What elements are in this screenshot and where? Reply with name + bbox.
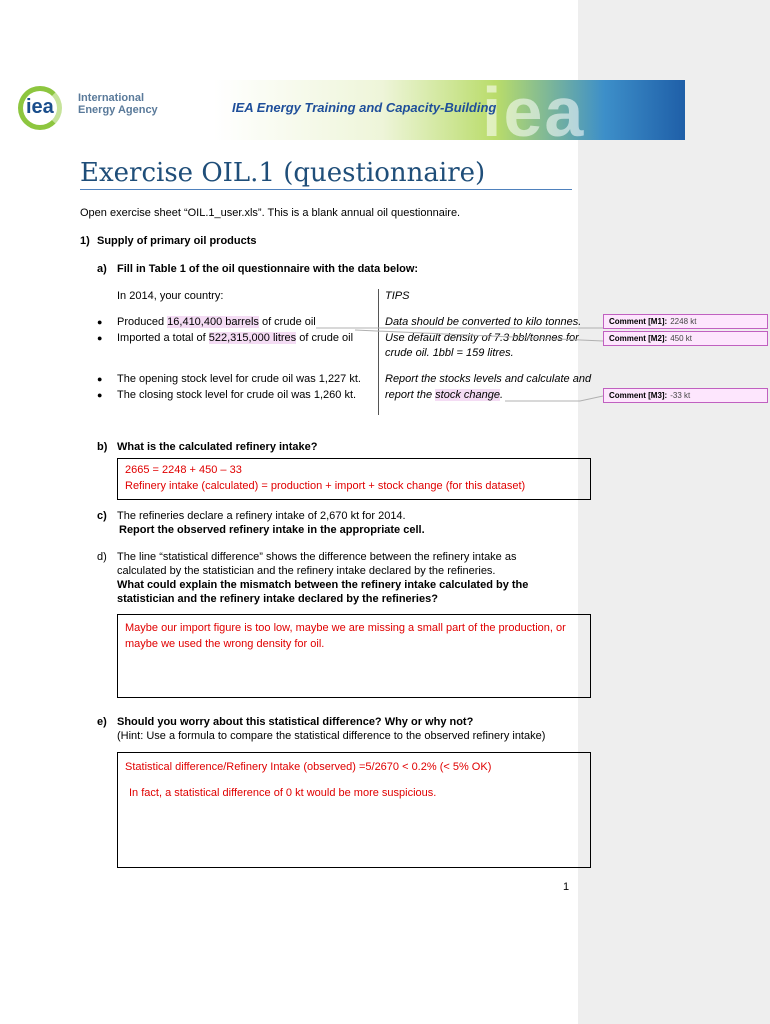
opening-stock-item: The opening stock level for crude oil was 1,227 kt. xyxy=(117,373,361,385)
question-d-letter: d) xyxy=(97,551,107,563)
answer-b-line2: Refinery intake (calculated) = production + import + stock change (for this dataset) xyxy=(125,480,526,492)
comment-m3-tag: Comment [M3]: xyxy=(609,391,668,400)
bullet-icon: ● xyxy=(97,374,103,384)
comment-m1-tag: Comment [M1]: xyxy=(609,317,668,326)
question-b-label: What is the calculated refinery intake? xyxy=(117,441,318,453)
question-d-line3: What could explain the mismatch between the refinery intake calculated by the xyxy=(117,579,529,591)
tip-stocks-prefix: report the xyxy=(385,389,436,401)
question-d-line1: The line “statistical difference” shows the difference between the refinery intake as xyxy=(117,551,517,563)
produced-prefix: Produced xyxy=(117,316,168,328)
bullet-icon: ● xyxy=(97,333,103,343)
page-title: Exercise OIL.1 (questionnaire) xyxy=(80,158,486,188)
closing-stock-item: The closing stock level for crude oil was 1,260 kt. xyxy=(117,389,357,401)
question-b-letter: b) xyxy=(97,441,108,453)
answer-e-line2: In fact, a statistical difference of 0 kt would be more suspicious. xyxy=(129,787,437,799)
comment-m2[interactable] xyxy=(603,331,768,346)
question-d-line4: statistician and the refinery intake declared by the refineries? xyxy=(117,593,438,605)
comment-m3[interactable] xyxy=(603,388,768,403)
question-d-line2: calculated by the statistician and the refinery intake declared by the refineries. xyxy=(117,565,496,577)
tip-stocks-suffix: . xyxy=(499,389,504,401)
org-name-line2: Energy Agency xyxy=(78,104,158,116)
comment-m2-tag: Comment [M2]: xyxy=(609,334,668,343)
tip-conversion-line2: Use default density of 7.3 bbl/tonnes for xyxy=(385,332,579,344)
section-number: 1) xyxy=(80,235,90,247)
answer-d-line2: maybe we used the wrong density for oil. xyxy=(125,638,325,650)
stock-change-highlight[interactable]: stock change xyxy=(435,389,500,401)
banner-title: IEA Energy Training and Capacity-Building xyxy=(232,100,497,115)
comment-m2-value: 450 kt xyxy=(670,334,693,343)
production-highlight[interactable]: 16,410,400 barrels xyxy=(167,316,259,328)
produced-suffix: of crude oil xyxy=(258,316,316,328)
comment-m3-value: -33 kt xyxy=(670,391,691,400)
tips-column-header: TIPS xyxy=(385,290,410,302)
question-c-line1: The refineries declare a refinery intake of 2,670 kt for 2014. xyxy=(117,510,406,522)
answer-d-line1: Maybe our import figure is too low, maybe we are missing a small part of the production, or xyxy=(125,622,566,634)
bullet-icon: ● xyxy=(97,390,103,400)
answer-e-line1: Statistical difference/Refinery Intake (observed) =5/2670 < 0.2% (< 5% OK) xyxy=(125,761,492,773)
intro-text: Open exercise sheet “OIL.1_user.xls”. This is a blank annual oil questionnaire. xyxy=(80,207,461,219)
section-heading: Supply of primary oil products xyxy=(97,235,257,247)
question-a-letter: a) xyxy=(97,263,107,275)
question-e-letter: e) xyxy=(97,716,107,728)
page-bottom-area xyxy=(0,945,578,1024)
question-e-line1: Should you worry about this statistical difference? Why or why not? xyxy=(117,716,474,728)
tip-conversion-line1: Data should be converted to kilo tonnes. xyxy=(385,316,582,328)
page-number: 1 xyxy=(563,881,570,893)
question-e-line2: (Hint: Use a formula to compare the statistical difference to the observed refinery intake) xyxy=(117,730,546,742)
bullet-icon: ● xyxy=(97,317,103,327)
answer-b-line1: 2665 = 2248 + 450 – 33 xyxy=(125,464,242,476)
tip-stocks-line1: Report the stocks levels and calculate and xyxy=(385,373,592,385)
imported-suffix: of crude oil xyxy=(296,332,354,344)
question-c-letter: c) xyxy=(97,510,107,522)
iea-logo-text: iea xyxy=(26,96,54,118)
org-name-line1: International xyxy=(78,92,145,104)
imported-prefix: Imported a total of xyxy=(117,332,209,344)
comment-m1[interactable] xyxy=(603,314,768,329)
comment-m1-value: 2248 kt xyxy=(670,317,697,326)
data-column-header: In 2014, your country: xyxy=(117,290,224,302)
import-highlight[interactable]: 522,315,000 litres xyxy=(208,332,297,344)
question-c-line2: Report the observed refinery intake in the appropriate cell. xyxy=(119,524,425,536)
question-a-label: Fill in Table 1 of the oil questionnaire with the data below: xyxy=(117,263,419,275)
tip-conversion-line3: crude oil. 1bbl = 159 litres. xyxy=(385,347,514,359)
banner-watermark: iea xyxy=(482,80,586,140)
